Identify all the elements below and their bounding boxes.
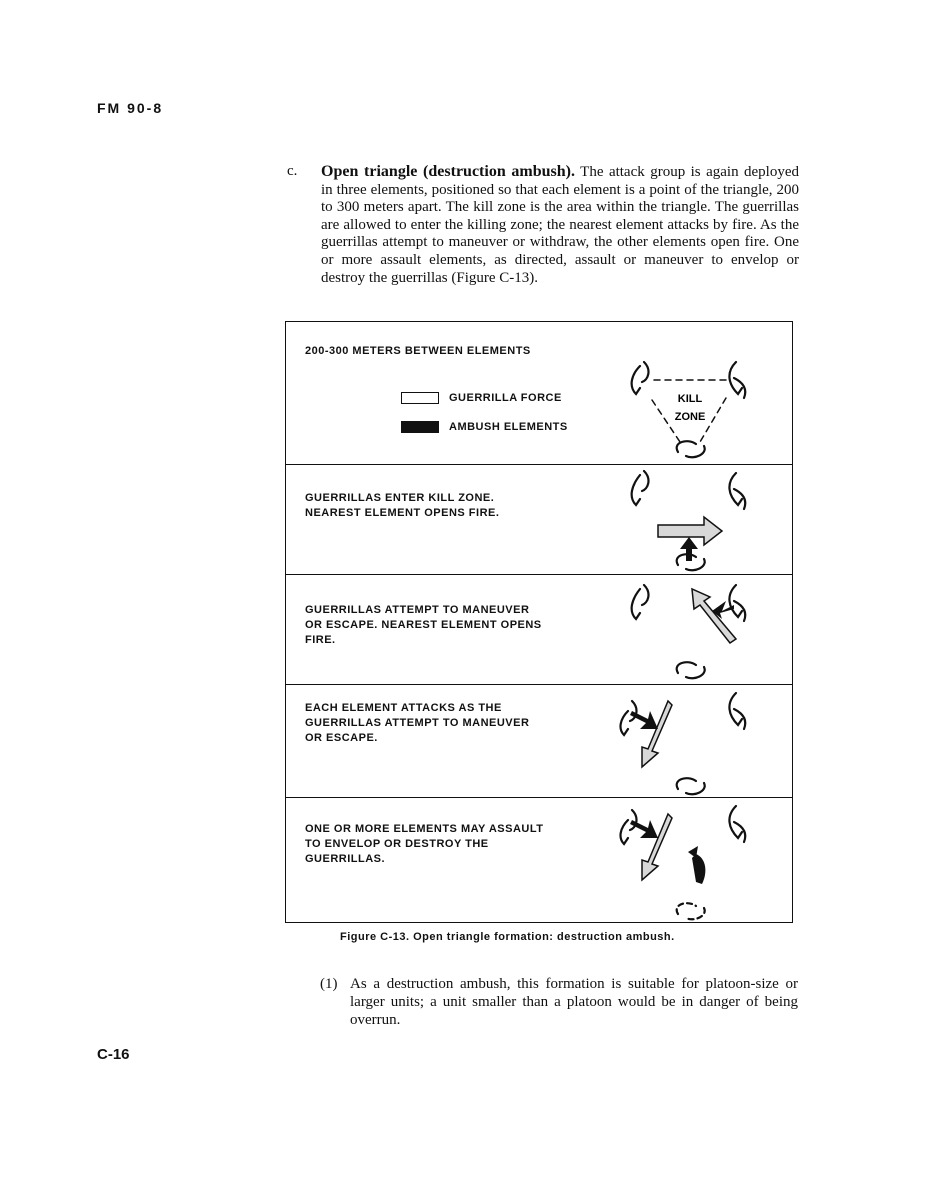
guerrilla-arrow-icon xyxy=(642,814,672,880)
page-footer: C-16 xyxy=(97,1046,130,1063)
subparagraph-body: As a destruction ambush, this formation is suitable for platoon-size or larger units; a unit smaller than a platoon would be in danger of being overrun. xyxy=(350,976,798,1028)
panel-3-text: GUERRILLAS ATTEMPT TO MANEUVER OR ESCAPE. NEAREST ELEMENT OPENS FIRE. xyxy=(305,604,542,646)
element-right-icon xyxy=(729,585,745,621)
kill-label: KILL xyxy=(677,393,703,405)
panel-4-text: EACH ELEMENT ATTACKS AS THE GUERRILLAS ATTEMPT TO MANEUVER OR ESCAPE. xyxy=(305,702,530,744)
panel-5-text: ONE OR MORE ELEMENTS MAY ASSAULT TO ENVELOP OR DESTROY THE GUERRILLAS. xyxy=(305,823,544,865)
fire-arrow-icon xyxy=(630,711,658,729)
figure-panel-2 xyxy=(286,465,792,575)
paragraph-c xyxy=(287,163,799,287)
paragraph-marker: c. xyxy=(287,163,298,179)
element-right-icon xyxy=(729,473,745,509)
subparagraph-1 xyxy=(320,975,798,1029)
panel-3-diagram xyxy=(592,575,792,685)
figure-panel-5 xyxy=(286,798,792,924)
element-left-icon xyxy=(632,585,649,619)
panel-2-diagram xyxy=(592,465,792,575)
ambush-elements-swatch xyxy=(401,421,439,433)
subparagraph-marker: (1) xyxy=(320,976,338,992)
assault-arrow-icon xyxy=(692,854,705,884)
guerrilla-arrow-icon xyxy=(642,701,672,767)
legend-ambush-label: AMBUSH ELEMENTS xyxy=(449,421,568,433)
element-bottom-icon xyxy=(677,903,705,919)
paragraph-body xyxy=(321,163,799,287)
figure-panel-4 xyxy=(286,685,792,798)
panel-1-text: 200-300 METERS BETWEEN ELEMENTS xyxy=(305,345,531,357)
figure-caption: Figure C-13. Open triangle formation: destruction ambush. xyxy=(340,931,675,943)
triangle-diagram xyxy=(592,322,792,465)
element-right-icon xyxy=(729,693,745,729)
legend-guerrilla-label: GUERRILLA FORCE xyxy=(449,392,562,404)
figure-c13 xyxy=(285,321,793,923)
element-left-icon xyxy=(632,362,649,394)
panel-5-diagram xyxy=(592,798,792,924)
panel-2-text: GUERRILLAS ENTER KILL ZONE. NEAREST ELEMENT OPENS FIRE. xyxy=(305,492,500,519)
paragraph-text: The attack group is again deployed in three elements, positioned so that each element is a point of the triangle, 200 to 300 meters apart. The kill zone is the area within the triangle. The guerrillas are allowed to enter the killing zone; the nearest element attacks by fire. As the guerrillas attempt to maneuver or withdraw, the other elements open fire. One or more assault elements, as directed, assault or maneuver to envelop or destroy the guerrillas (Figure C-13). xyxy=(321,164,800,286)
element-left-icon xyxy=(632,471,649,505)
fire-arrow-icon xyxy=(630,820,658,838)
panel-4-diagram xyxy=(592,685,792,798)
legend-ambush-elements xyxy=(401,421,568,433)
element-bottom-icon xyxy=(677,662,705,678)
paragraph-lead: Open triangle (destruction ambush). xyxy=(321,163,575,180)
legend-guerrilla-force xyxy=(401,392,562,404)
guerrilla-force-swatch xyxy=(401,392,439,404)
element-left-icon xyxy=(621,701,637,735)
element-bottom-icon xyxy=(677,441,705,457)
figure-panel-1 xyxy=(286,322,792,465)
element-right-icon xyxy=(729,362,745,398)
element-bottom-icon xyxy=(677,778,705,794)
page-header: FM 90-8 xyxy=(97,100,164,116)
element-left-icon xyxy=(621,810,637,844)
element-right-icon xyxy=(729,806,745,842)
zone-label: ZONE xyxy=(674,411,706,423)
figure-panel-3 xyxy=(286,575,792,685)
